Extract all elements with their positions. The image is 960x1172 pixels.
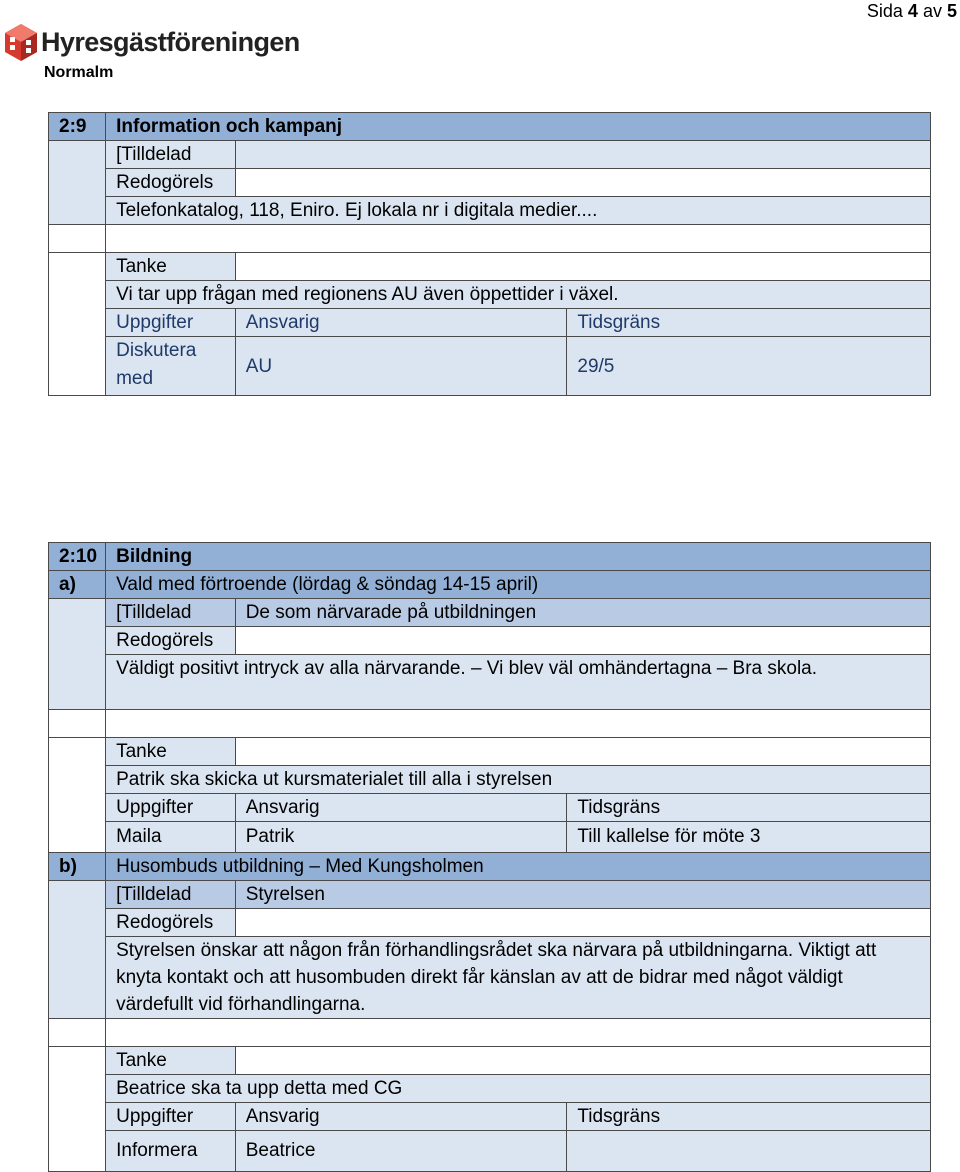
assigned-value: Styrelsen xyxy=(235,881,930,909)
section-table-2-9 xyxy=(48,112,931,396)
report-text-row xyxy=(49,937,931,1019)
thought-label: Tanke xyxy=(106,253,236,281)
section-header-row xyxy=(49,113,931,141)
page-total: 5 xyxy=(946,1,957,21)
task-header: Uppgifter xyxy=(106,1103,236,1131)
subitem-letter: a) xyxy=(49,571,106,599)
assigned-label: [Tilldelad xyxy=(106,881,236,909)
assigned-label: [Tilldelad xyxy=(106,141,236,169)
task-header: Uppgifter xyxy=(106,794,236,822)
report-label: Redogörels xyxy=(106,909,236,937)
owner-header: Ansvarig xyxy=(235,309,567,337)
owner-header: Ansvarig xyxy=(235,794,567,822)
thought-label: Tanke xyxy=(106,1047,236,1075)
assigned-row xyxy=(49,599,931,627)
section-title: Bildning xyxy=(106,543,931,571)
task-header-row xyxy=(49,309,931,337)
thought-text-row xyxy=(49,766,931,794)
report-text-row xyxy=(49,655,931,710)
thought-text: Patrik ska skicka ut kursmaterialet till alla i styrelsen xyxy=(106,766,931,794)
report-label-row xyxy=(49,909,931,937)
task-value: Informera xyxy=(106,1131,236,1172)
section-header-row xyxy=(49,543,931,571)
owner-header: Ansvarig xyxy=(235,1103,567,1131)
task-row xyxy=(49,337,931,396)
assigned-row xyxy=(49,141,931,169)
task-value: Diskutera med xyxy=(106,337,236,396)
section-table-2-10 xyxy=(48,542,931,1172)
thought-label-row xyxy=(49,738,931,766)
report-text: Väldigt positivt intryck av alla närvarande. – Vi blev väl omhändertagna – Bra skola. xyxy=(106,655,931,710)
deadline-header: Tidsgräns xyxy=(567,1103,931,1131)
subitem-title: Husombuds utbildning – Med Kungsholmen xyxy=(106,853,931,881)
section-number: 2:9 xyxy=(49,113,106,141)
deadline-header: Tidsgräns xyxy=(567,309,931,337)
owner-value: Beatrice xyxy=(235,1131,567,1172)
subitem-a-row xyxy=(49,571,931,599)
org-name: Hyresgästföreningen xyxy=(41,27,300,57)
report-label-row xyxy=(49,169,931,197)
page-separator: av xyxy=(922,1,942,21)
task-row xyxy=(49,1131,931,1172)
report-text: Telefonkatalog, 118, Eniro. Ej lokala nr i digitala medier.... xyxy=(106,197,931,225)
thought-label: Tanke xyxy=(106,738,236,766)
thought-text-row xyxy=(49,281,931,309)
deadline-value: 29/5 xyxy=(567,337,931,396)
house-logo-icon xyxy=(3,22,39,62)
thought-label-row xyxy=(49,253,931,281)
report-label-row xyxy=(49,627,931,655)
thought-text: Beatrice ska ta upp detta med CG xyxy=(106,1075,931,1103)
task-header-row xyxy=(49,794,931,822)
assigned-value: De som närvarade på utbildningen xyxy=(235,599,930,627)
assigned-label: [Tilldelad xyxy=(106,599,236,627)
task-row xyxy=(49,822,931,853)
deadline-value xyxy=(567,1131,931,1172)
task-value: Maila xyxy=(106,822,236,853)
spacer-row xyxy=(49,225,931,253)
subitem-title: Vald med förtroende (lördag & söndag 14-15 april) xyxy=(106,571,931,599)
deadline-value: Till kallelse för möte 3 xyxy=(567,822,931,853)
subitem-letter: b) xyxy=(49,853,106,881)
thought-text: Vi tar upp frågan med regionens AU även öppettider i växel. xyxy=(106,281,931,309)
task-header: Uppgifter xyxy=(106,309,236,337)
thought-text-row xyxy=(49,1075,931,1103)
deadline-header: Tidsgräns xyxy=(567,794,931,822)
report-text-row xyxy=(49,197,931,225)
thought-label-row xyxy=(49,1047,931,1075)
section-title: Information och kampanj xyxy=(106,113,931,141)
section-number: 2:10 xyxy=(49,543,106,571)
page-indicator xyxy=(867,1,957,22)
report-label: Redogörels xyxy=(106,627,236,655)
page-prefix: Sida xyxy=(866,1,903,21)
report-label: Redogörels xyxy=(106,169,236,197)
spacer-row xyxy=(49,1019,931,1047)
owner-value: AU xyxy=(235,337,567,396)
spacer-row xyxy=(49,710,931,738)
page-current: 4 xyxy=(907,1,918,21)
report-text: Styrelsen önskar att någon från förhandlingsrådet ska närvara på utbildningarna. Viktigt att knyta kontakt och att husombuden direkt får känslan av att de bidrar med något väldigt värdefullt vid förhandlingarna. xyxy=(106,937,931,1019)
assigned-row xyxy=(49,881,931,909)
unit-name: Normalm xyxy=(44,64,114,81)
task-header-row xyxy=(49,1103,931,1131)
subitem-b-row xyxy=(49,853,931,881)
owner-value: Patrik xyxy=(235,822,567,853)
